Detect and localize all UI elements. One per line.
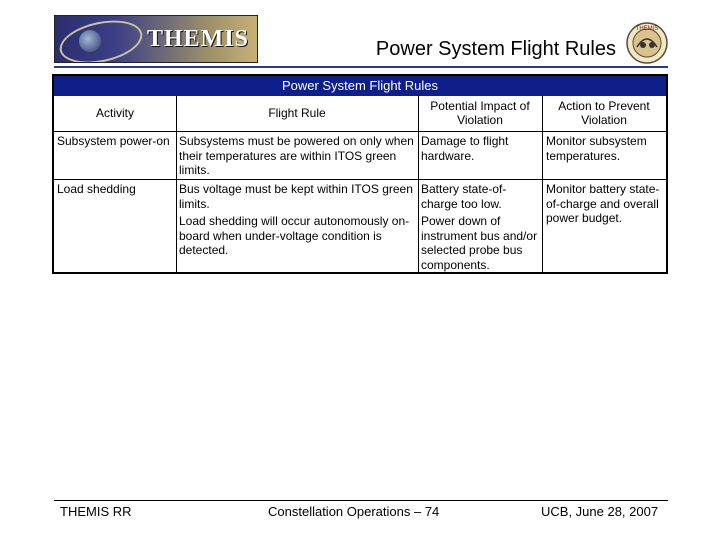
cell-action: Monitor subsystem temperatures.	[546, 134, 647, 163]
rule-text: Load shedding will occur autonomously on-board when under-voltage condition is detected.	[179, 214, 410, 257]
logo-wordmark: THEMIS	[147, 26, 250, 52]
column-header-activity: Activity	[95, 106, 134, 120]
footer-rule	[54, 500, 668, 501]
rule-text: Bus voltage must be kept within ITOS green limits.	[179, 182, 413, 211]
rule-text: Subsystems must be powered on only when their temperatures are within ITOS green limits.	[179, 134, 414, 177]
cell-action: Monitor battery state-of-charge and overall power budget.	[546, 182, 660, 225]
column-header-impact: Potential Impact of Violation	[430, 99, 530, 127]
earth-icon	[79, 30, 101, 52]
footer-right: UCB, June 28, 2007	[541, 504, 659, 519]
flight-rules-table	[52, 74, 668, 274]
row-divider	[54, 179, 666, 180]
column-header-action: Action to Prevent Violation	[558, 99, 650, 127]
themis-logo	[54, 15, 258, 63]
cell-flight-rule	[179, 182, 417, 258]
footer-left: THEMIS RR	[60, 504, 132, 519]
cell-flight-rule	[179, 134, 417, 178]
column-header-flight-rule: Flight Rule	[268, 106, 326, 120]
cell-impact	[421, 134, 541, 163]
cell-activity: Load shedding	[57, 182, 136, 196]
mission-patch-icon	[625, 21, 669, 65]
footer-center: Constellation Operations – 74	[268, 504, 440, 519]
impact-text: Power down of instrument bus and/or selected probe bus components.	[421, 214, 538, 272]
col-divider	[176, 96, 177, 272]
slide-title: Power System Flight Rules	[375, 38, 616, 60]
patch-text: THEMIS	[635, 26, 659, 32]
table-body	[54, 96, 666, 272]
row-divider	[54, 131, 666, 132]
orbit-graphic	[56, 15, 146, 63]
cell-impact	[421, 182, 541, 272]
cell-activity: Subsystem power-on	[57, 134, 170, 148]
impact-text: Damage to flight hardware.	[421, 134, 509, 163]
table-caption: Power System Flight Rules	[54, 76, 666, 96]
header-rule	[54, 66, 668, 68]
impact-text: Battery state-of-charge too low.	[421, 182, 507, 211]
